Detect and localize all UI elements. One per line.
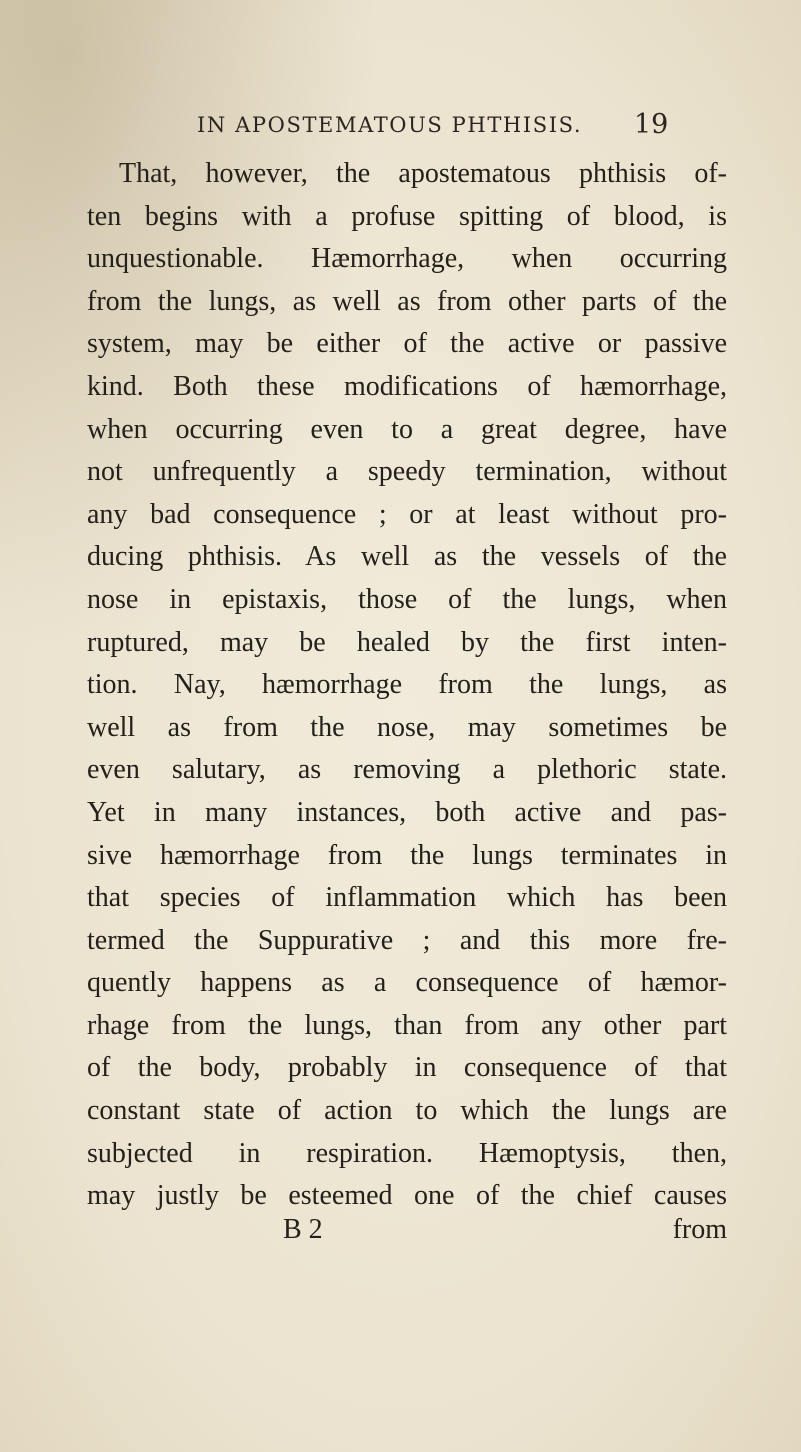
text-line: any bad consequence ; or at least without pro- bbox=[87, 498, 727, 530]
page-number: 19 bbox=[634, 109, 669, 140]
text-line: tion. Nay, hæmorrhage from the lungs, as bbox=[87, 669, 727, 701]
text-line: that species of inflammation which has been bbox=[87, 882, 727, 914]
text-line: quently happens as a consequence of hæmor- bbox=[87, 967, 727, 999]
text-line: ruptured, may be healed by the first inten- bbox=[87, 626, 727, 658]
text-line: not unfrequently a speedy termination, without bbox=[87, 456, 727, 488]
text-line: ten begins with a profuse spitting of blood, is bbox=[87, 200, 727, 232]
text-line: when occurring even to a great degree, have bbox=[87, 413, 727, 445]
body-paragraph bbox=[87, 153, 727, 1218]
text-line: termed the Suppurative ; and this more fre- bbox=[87, 924, 727, 956]
text-line: nose in epistaxis, those of the lungs, when bbox=[87, 583, 727, 615]
text-line: system, may be either of the active or passive bbox=[87, 328, 727, 360]
page-footer bbox=[87, 1214, 727, 1256]
text-line: even salutary, as removing a plethoric state. bbox=[87, 754, 727, 786]
text-line: ducing phthisis. As well as the vessels of the bbox=[87, 541, 727, 573]
text-line: constant state of action to which the lungs are bbox=[87, 1095, 727, 1127]
text-line: well as from the nose, may sometimes be bbox=[87, 711, 727, 743]
text-line: That, however, the apostematous phthisis of- bbox=[119, 158, 727, 189]
signature-mark: B 2 bbox=[283, 1214, 323, 1245]
text-line: unquestionable. Hæmorrhage, when occurring bbox=[87, 243, 727, 275]
text-line: subjected in respiration. Hæmoptysis, then, bbox=[87, 1137, 727, 1169]
text-line: from the lungs, as well as from other parts of the bbox=[87, 285, 727, 317]
text-line: Yet in many instances, both active and pas- bbox=[87, 796, 727, 828]
text-line: may justly be esteemed one of the chief causes bbox=[87, 1180, 727, 1212]
running-title: IN APOSTEMATOUS PHTHISIS. bbox=[197, 113, 583, 137]
catchword: from bbox=[672, 1214, 727, 1245]
text-line: sive hæmorrhage from the lungs terminates in bbox=[87, 839, 727, 871]
text-line: of the body, probably in consequence of that bbox=[87, 1052, 727, 1084]
text-line: kind. Both these modifications of hæmorrhage, bbox=[87, 370, 727, 402]
text-line: rhage from the lungs, than from any other part bbox=[87, 1009, 727, 1041]
